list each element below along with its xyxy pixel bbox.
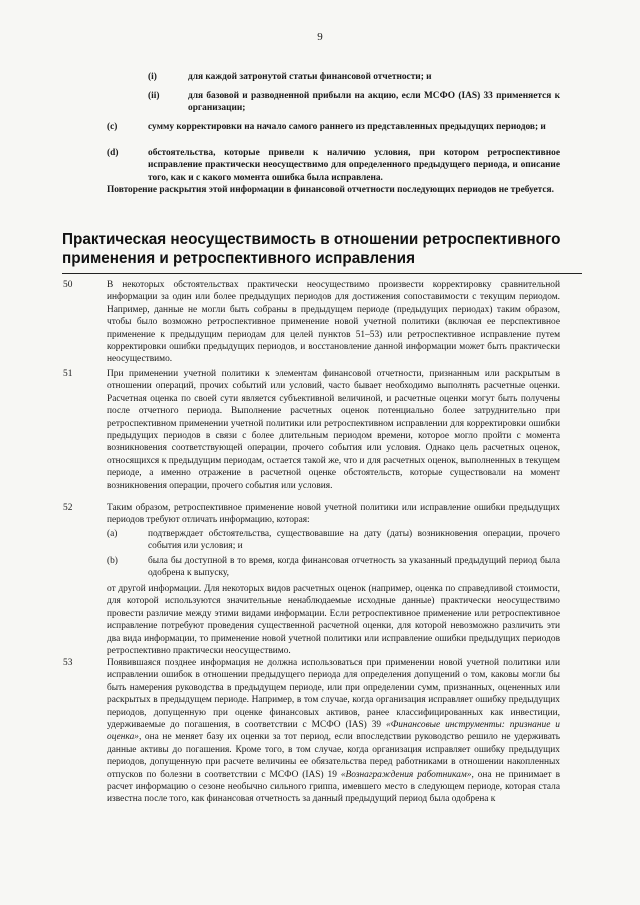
paragraph-52-intro: Таким образом, ретроспективное применение новой учетной политики или исправление ошибки предыдущих периодов требуют отличать информацию, которая: xyxy=(107,503,560,526)
heading-rule xyxy=(62,273,582,274)
paragraph-number: 53 xyxy=(63,658,73,668)
list-item-label: (d) xyxy=(107,148,119,158)
subitem-label: (ii) xyxy=(148,91,160,101)
paragraph-50: В некоторых обстоятельствах практически неосуществимо произвести корректировку сравнительной информации за один или более предыдущих периодов для достижения сопоставимости с текущим периодом. Например, данные не могли быть собраны в предыдущем периоде (предыдущих периодах) таким образом, чтобы было возможно ретроспективное применение новой учетной политики (включая ее перспективное применение к предыдущим периодам для целей пунктов 51–53) или ретроспективное исправление путем корректировки ошибки предыдущих периодов, и восстановление данной информации может быть практически неосуществимо. xyxy=(107,280,560,365)
page-number: 9 xyxy=(317,31,323,43)
section-heading: Практическая неосуществимость в отношении ретроспективного применения и ретроспективного исправления xyxy=(62,231,561,267)
paragraph-number: 52 xyxy=(63,503,73,513)
standard-title: «Финансовые инструменты: признание и оценка» xyxy=(107,720,560,743)
paragraph-53-text: , она не принимает в расчет информацию о сезоне необычно сильного гриппа, имевшего место в следующем периоде, которая стала известна после того, как финансовая отчетность за данный предыдущий период была одобрена к xyxy=(107,769,560,805)
paragraph-number: 50 xyxy=(63,280,73,290)
list-item-text: была бы доступной в то время, когда финансовая отчетность за указанный предыдущий период была одобрена к выпуску, xyxy=(148,556,560,579)
paragraph-52-outro: от другой информации. Для некоторых видов расчетных оценок (например, оценка по справедливой стоимости, для которой используются значительные ненаблюдаемые исходные данные) практически неосуществимо провести различие между этими видами информации. Если ретроспективное применение или ретроспективное исправление потребуют проведения существенной расчетной оценки, для которой невозможно различить эти два вида информации, то применение новой учетной политики или исправление ошибки предыдущих периодов ретроспективно практически неосуществимо. xyxy=(107,584,560,657)
subitem-text: для каждой затронутой статьи финансовой отчетности; и xyxy=(188,72,432,82)
paragraph-number: 51 xyxy=(63,369,73,379)
list-item-label: (a) xyxy=(107,529,118,539)
list-item-label: (b) xyxy=(107,556,118,566)
subitem-label: (i) xyxy=(148,72,157,82)
list-item-label: (c) xyxy=(107,122,118,132)
list-item-text: обстоятельства, которые привели к наличию условия, при котором ретроспективное исправление практически неосуществимо для определенного предыдущего периода, и описание того, как и с какого момента ошибка была исправлена. xyxy=(148,148,560,183)
subitem-text: для базовой и разводненной прибыли на акцию, если МСФО (IAS) 33 применяется к организации; xyxy=(188,91,560,114)
standard-title: «Вознаграждения работникам» xyxy=(340,769,472,780)
paragraph-51: При применении учетной политики к элементам финансовой отчетности, признанным или раскрытым в отношении операций, прочих событий или условий, часто бывает необходимо выполнять расчетные оценки. Расчетная оценка по своей сути является субъективной величиной, и расчетные оценки могут быть получены после отчетного периода. Выполнение расчетных оценок потенциально более затруднительно при ретроспективном применении учетной политики или ретроспективном исправлении для корректировки ошибки предыдущих периодов в связи с более длительным периодом времени, которое могло пройти с момента возникновения соответствующей операции, прочего события или условия. Однако цель расчетных оценок, относящихся к предыдущим периодам, остается такой же, что и для расчетных оценок, выполненных в текущем периоде, а именно отражение в расчетной оценке обстоятельств, которые существовали на момент возникновения операции, прочего события или условия. xyxy=(107,369,560,491)
paragraph-53-text: Появившаяся позднее информация не должна использоваться при применении новой учетной политики или исправлении ошибок в отношении предыдущего периода для определения допущений о том, каковы могли бы быть намерения руководства в предыдущем периоде, или при определении сумм, признанных, оцененных или раскрытых в предыдущем периоде. Например, в том случае, когда организация исправляет ошибку предыдущих периодов, допущенную при оценке финансовых активов, ранее классифицированных как инвестиции, удерживаемые до погашения, в соответствии с МСФО (IAS) 39 xyxy=(107,658,560,731)
list-item-text: подтверждает обстоятельства, существовавшие на дату (даты) возникновения операции, прочего события или условия; и xyxy=(148,529,560,552)
list-item-text: сумму корректировки на начало самого раннего из представленных предыдущих периодов; и xyxy=(148,122,546,132)
disclosure-note: Повторение раскрытия этой информации в финансовой отчетности последующих периодов не требуется. xyxy=(107,185,554,195)
paragraph-53 xyxy=(107,657,560,806)
paragraph-53-text: , она не меняет базу их оценки за тот период, если впоследствии руководство решило не удерживать данные активы до погашения. Кроме того, в том случае, когда организация исправляет ошибку предыдущих периодов, допущенную при расчете величины ее обязательства перед работниками в отношении накопленных отпусков по болезни в соответствии с МСФО (IAS) 19 xyxy=(107,732,560,780)
